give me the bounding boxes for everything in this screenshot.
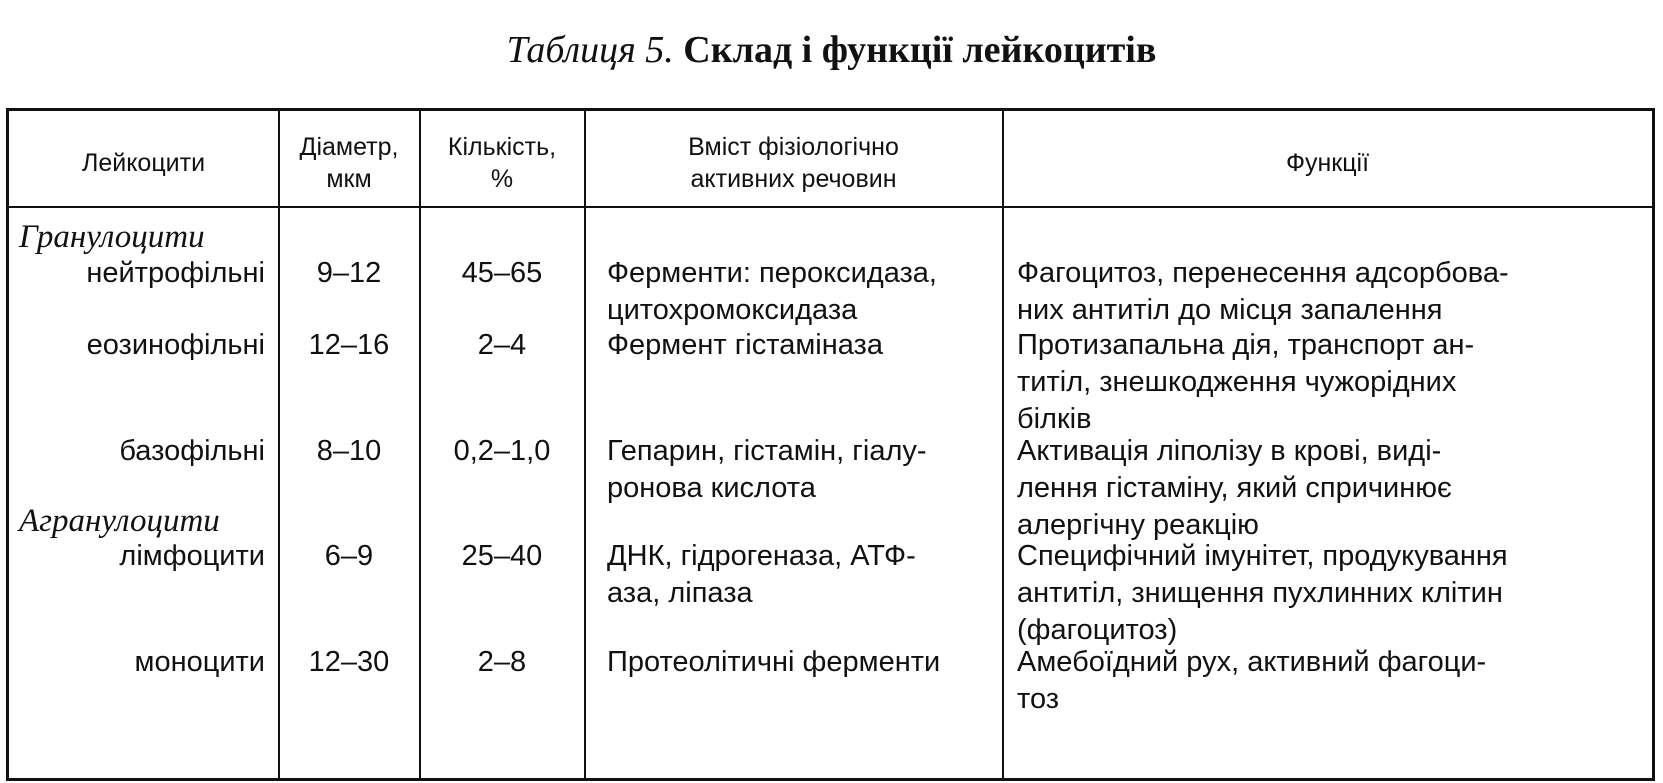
- functions-line: титіл, знешкодження чужорідних: [1017, 366, 1457, 398]
- row-eosinophils-functions: [1017, 327, 1653, 438]
- substances-line: ронова кислота: [607, 472, 816, 504]
- header-diameter-line1: Діаметр,: [299, 133, 399, 161]
- group-agranulocytes: Агранулоцити: [19, 503, 220, 539]
- functions-line: Специфічний імунітет, продукування: [1017, 540, 1508, 572]
- row-monocytes-substances: [607, 644, 999, 681]
- substances-line: Гепарин, гістамін, гіалу-: [607, 435, 927, 467]
- row-basophils-functions: [1017, 433, 1653, 544]
- row-eosinophils-diameter: 12–16: [308, 329, 390, 361]
- row-eosinophils-name: еозинофільні: [86, 329, 265, 361]
- substances-line: ДНК, гідрогеназа, АТФ-: [607, 540, 916, 572]
- row-monocytes-diameter: 12–30: [308, 646, 390, 678]
- row-basophils-count: 0,2–1,0: [453, 435, 551, 467]
- substances-line: аза, ліпаза: [607, 577, 753, 609]
- header-substances-line2: активних речовин: [690, 165, 897, 193]
- row-lymphocytes-diameter: 6–9: [324, 540, 374, 572]
- row-basophils-substances: [607, 433, 999, 507]
- row-monocytes-count: 2–8: [477, 646, 527, 678]
- caption-title: Склад і функції лейкоцитів: [683, 29, 1157, 71]
- row-neutrophils-name: нейтрофільні: [86, 257, 265, 289]
- header-cell-diameter: [279, 111, 419, 215]
- header-count-line2: %: [490, 165, 514, 193]
- row-neutrophils-substances: [607, 255, 999, 329]
- row-eosinophils-count: 2–4: [477, 329, 527, 361]
- row-basophils-diameter: 8–10: [316, 435, 382, 467]
- row-neutrophils-diameter: 9–12: [316, 257, 382, 289]
- row-lymphocytes-count: 25–40: [461, 540, 543, 572]
- row-lymphocytes-name: лімфоцити: [119, 540, 265, 572]
- header-count-line1: Кількість,: [447, 133, 557, 161]
- row-eosinophils-substances: [607, 327, 999, 364]
- functions-line: Активація ліполізу в крові, виді-: [1017, 435, 1442, 467]
- header-functions: Функції: [1285, 149, 1370, 177]
- functions-line: білків: [1017, 403, 1092, 435]
- header-cell-count: [420, 111, 584, 215]
- row-monocytes-name: моноцити: [134, 646, 265, 678]
- row-basophils-name: базофільні: [119, 435, 265, 467]
- functions-line: Амебоїдний рух, активний фагоци-: [1017, 646, 1487, 678]
- row-lymphocytes-substances: [607, 538, 999, 612]
- header-substances-line1: Вміст фізіологічно: [688, 133, 899, 161]
- header-cell-substances: [585, 111, 1002, 215]
- substances-line: Ферменти: пероксидаза,: [607, 257, 937, 289]
- functions-line: них антитіл до місця запалення: [1017, 294, 1443, 326]
- substances-line: цитохромоксидаза: [607, 294, 858, 326]
- functions-line: алергічну реакцію: [1017, 509, 1259, 541]
- table-caption: [0, 26, 1663, 74]
- functions-line: (фагоцитоз): [1017, 614, 1178, 646]
- group-granulocytes: Гранулоцити: [19, 219, 205, 255]
- row-monocytes-functions: [1017, 644, 1653, 718]
- header-leukocytes: Лейкоцити: [81, 149, 206, 177]
- row-lymphocytes-functions: [1017, 538, 1653, 649]
- substances-line: Протеолітичні ферменти: [607, 646, 941, 678]
- header-diameter-line2: мкм: [326, 165, 372, 193]
- header-cell-leukocytes: [9, 111, 278, 215]
- functions-line: тоз: [1017, 683, 1060, 715]
- functions-line: Протизапальна дія, транспорт ан-: [1017, 329, 1475, 361]
- functions-line: антитіл, знищення пухлинних клітин: [1017, 577, 1503, 609]
- row-neutrophils-functions: [1017, 255, 1653, 329]
- substances-line: Фермент гістаміназа: [607, 329, 883, 361]
- functions-line: лення гістаміну, який спричинює: [1017, 472, 1452, 504]
- row-neutrophils-count: 45–65: [461, 257, 543, 289]
- leukocyte-table: [6, 108, 1655, 781]
- functions-line: Фагоцитоз, перенесення адсорбова-: [1017, 257, 1509, 289]
- header-cell-functions: [1003, 111, 1652, 215]
- caption-label: Таблиця 5.: [506, 29, 674, 71]
